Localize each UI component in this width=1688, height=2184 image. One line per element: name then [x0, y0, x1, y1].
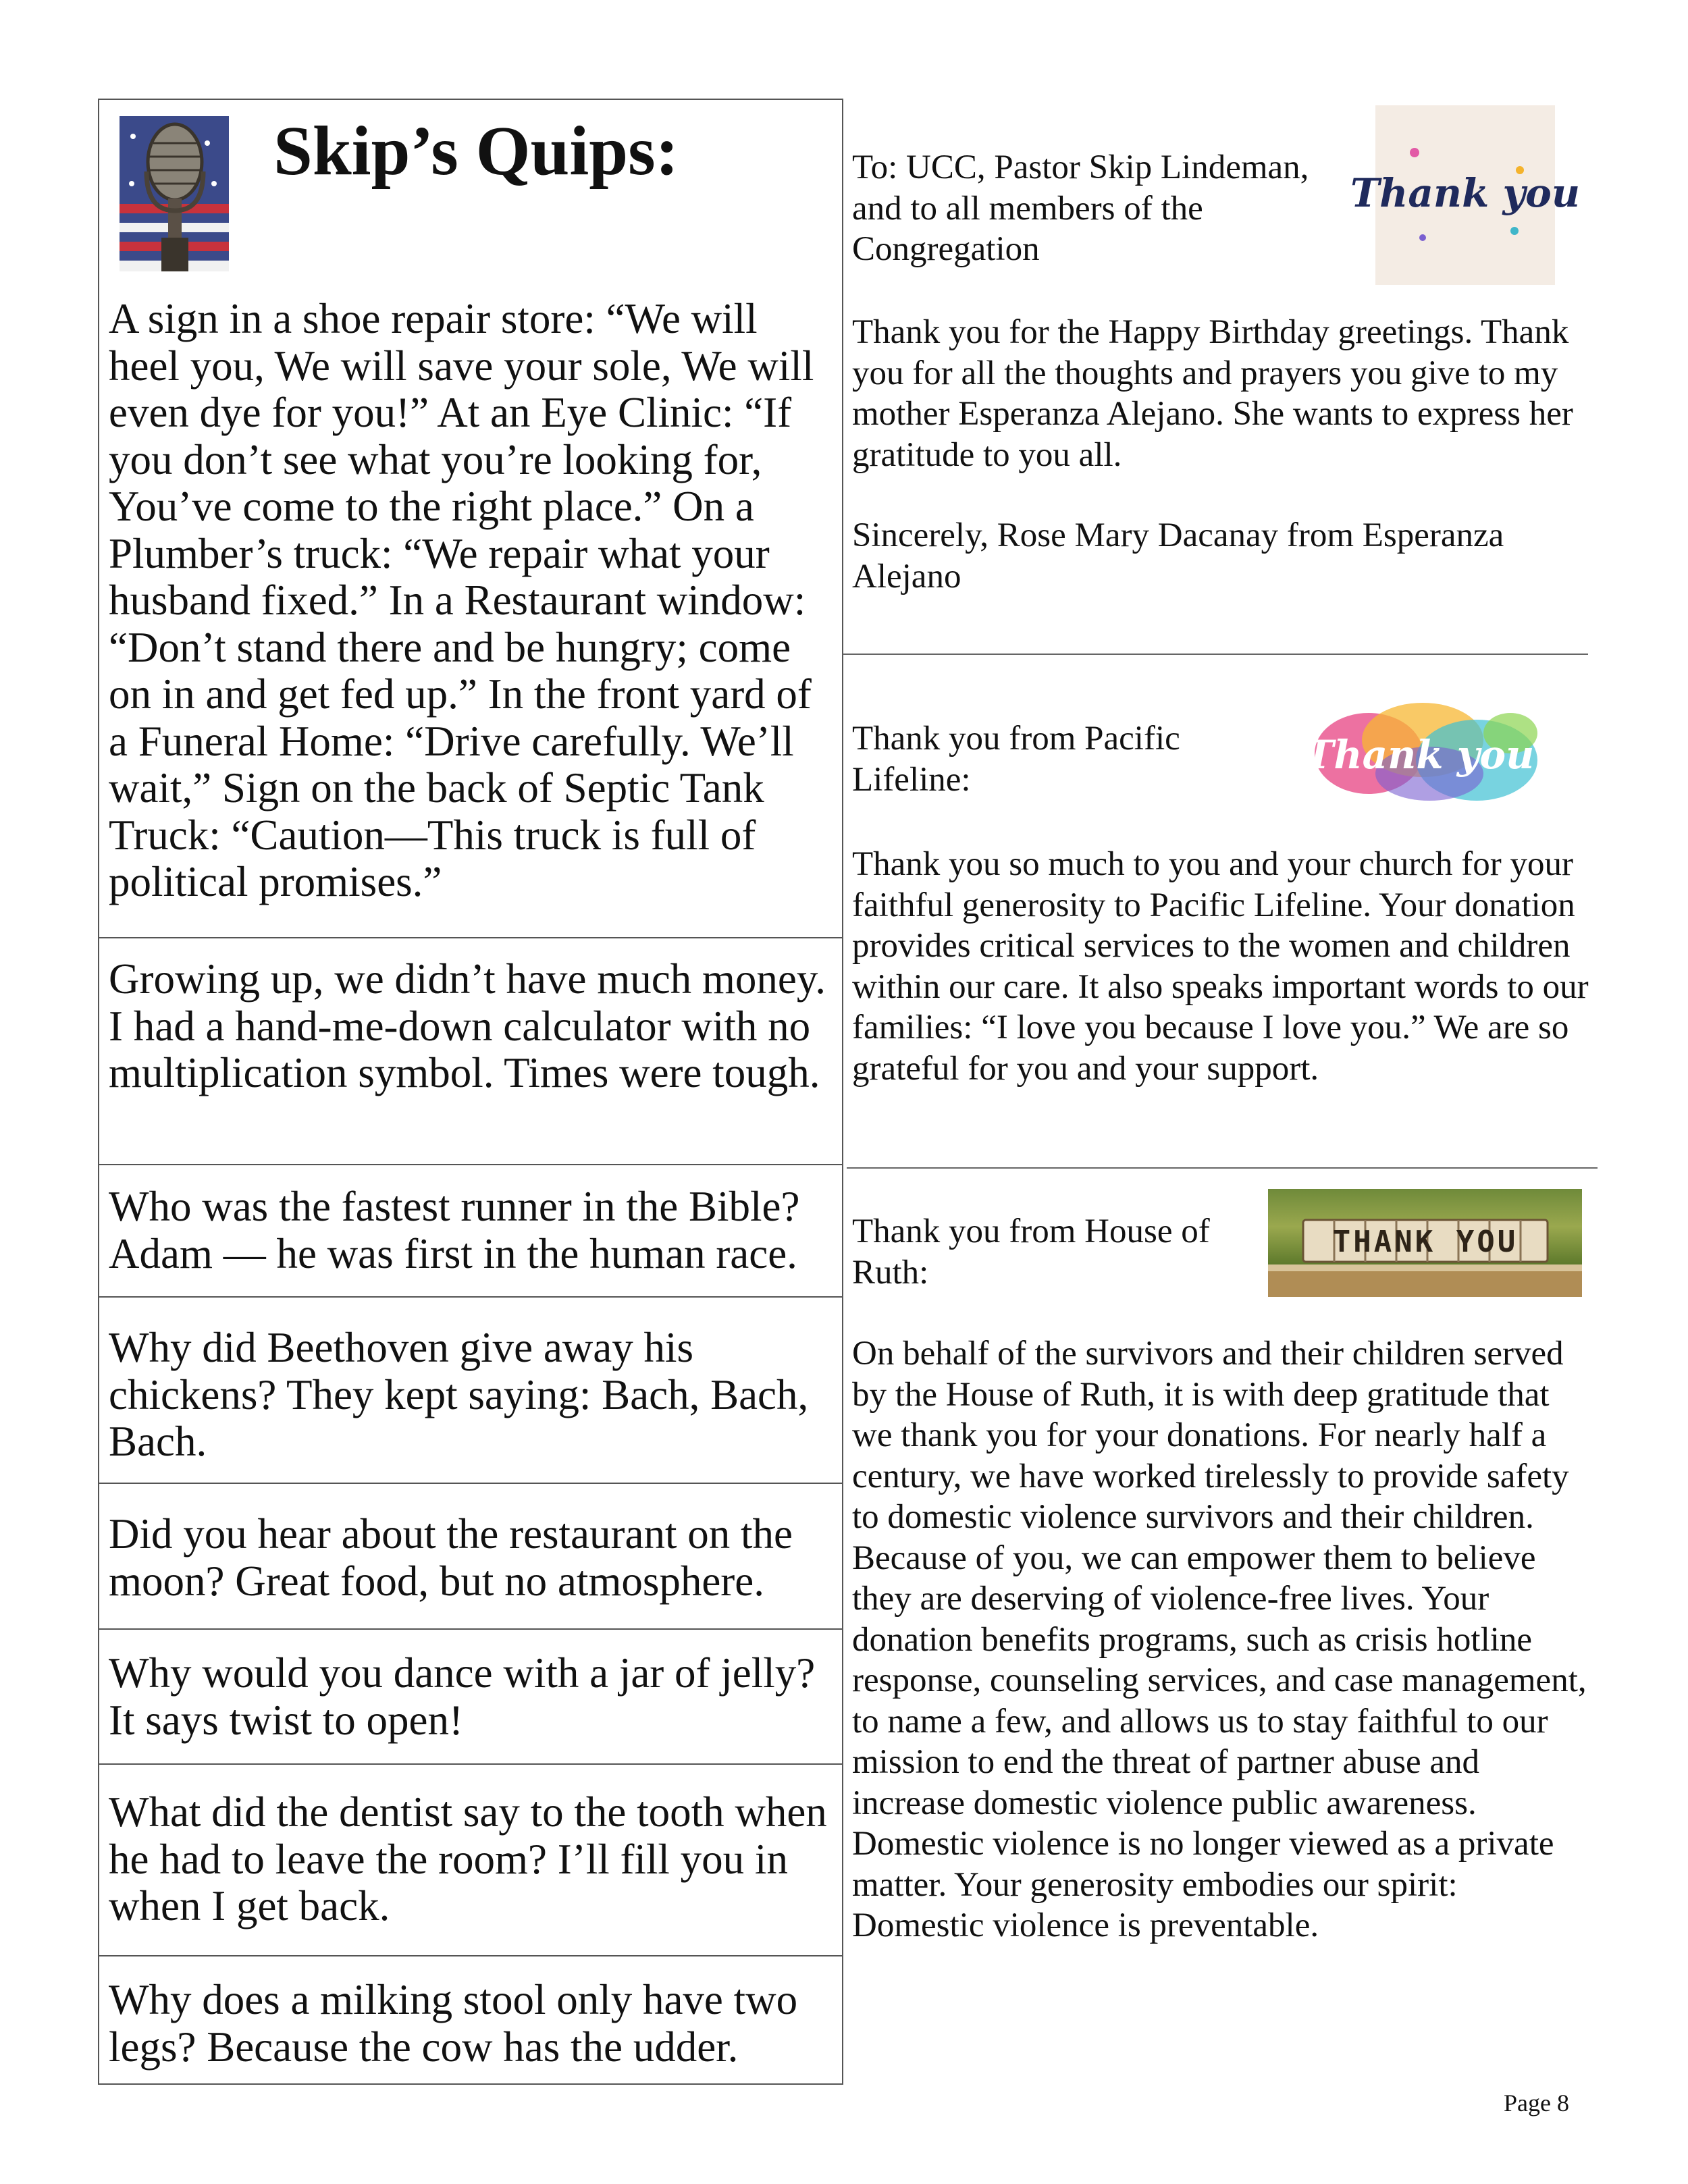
quip-item: Why would you dance with a jar of jelly? It says twist to open! [109, 1649, 816, 1744]
quip-divider [99, 1296, 843, 1298]
thank-you-tiles-image [1268, 1189, 1582, 1297]
house-of-ruth-body: On behalf of the survivors and their children served by the House of Ruth, it is with deep gratitude that we thank you for your donations. For nearly half a century, we have worked tirelessly to provide safety to domestic violence survivors and their children. Because of you, we can empower them to believe they are deserving of violence-free lives. Your donation benefits programs, such as crisis hotline response, counseling services, and case management, to name a few, and allows us to stay faithful to our mission to end the threat of partner abuse and increase domestic violence public awareness. Domestic violence is no longer viewed as a private matter. Your generosity embodies our spirit: Domestic violence is preventable. [852, 1335, 1587, 1944]
thank-you-watercolor-image [1304, 693, 1552, 813]
microphone-icon [120, 116, 229, 271]
quip-item: Why does a milking stool only have two legs? Because the cow has the udder. [109, 1976, 798, 2071]
ucc-letter-body: Thank you for the Happy Birthday greetings. Thank you for all the thoughts and prayers you give to my mother Esperanza Alejano. She wants to express her gratitude to you all. [852, 313, 1573, 474]
quip-divider [99, 1164, 843, 1165]
quip-divider [99, 937, 843, 938]
pacific-lifeline-body: Thank you so much to you and your church for your faithful generosity to Pacific Lifeline. Your donation provides critical services to the women and children within our care. It also speaks important words to our families: “I love you because I love you.” We are so grateful for you and your support. [852, 845, 1589, 1088]
letter-divider [847, 1167, 1598, 1169]
letter-divider [843, 654, 1588, 655]
svg-text:Thank you!: Thank you! [1304, 732, 1552, 778]
quip-item: Did you hear about the restaurant on the moon? Great food, but no atmosphere. [109, 1510, 793, 1605]
quip-item: What did the dentist say to the tooth when he had to leave the room? I’ll fill you in when I get back. [109, 1788, 827, 1929]
ucc-letter-signature: Sincerely, Rose Mary Dacanay from Esperanza Alejano [852, 516, 1504, 595]
quip-divider [99, 1955, 843, 1956]
quip-item: Growing up, we didn’t have much money. I had a hand-me-down calculator with no multiplication symbol. Times were tough. [109, 955, 826, 1096]
house-of-ruth-heading: Thank you from House of Ruth: [852, 1213, 1210, 1291]
skips-quips-box [98, 99, 843, 2085]
quip-item: Who was the fastest runner in the Bible? Adam — he was first in the human race. [109, 1183, 800, 1277]
quip-divider [99, 1483, 843, 1484]
thank-you-script-image [1350, 105, 1581, 285]
microphone-flag-image [120, 116, 229, 271]
quip-divider [99, 1763, 843, 1765]
svg-text:Thank you: Thank you [1350, 170, 1581, 216]
pacific-lifeline-heading: Thank you from Pacific Lifeline: [852, 720, 1180, 799]
ucc-letter-address: To: UCC, Pastor Skip Lindeman, and to all members of the Congregation [852, 149, 1309, 268]
page-number: Page 8 [1504, 2089, 1569, 2116]
svg-text:THANK YOU: THANK YOU [1332, 1225, 1519, 1259]
quip-divider [99, 1628, 843, 1630]
quip-item: Why did Beethoven give away his chickens? They kept saying: Bach, Bach, Bach. [109, 1324, 809, 1465]
quips-title: Skip’s Quips: [273, 112, 679, 190]
quip-item: A sign in a shoe repair store: “We will heel you, We will save your sole, We will even dye for you!” At an Eye Clinic: “If you don’t see what you’re looking for, You’ve come to the right place.” On a Plumber’s truck: “We repair what your husband fixed.” In a Restaurant window: “Don’t stand there and be hungry; come on in and get fed up.” In the front yard of a Funeral Home: “Drive carefully. We’ll wait,” Sign on the back of Septic Tank Truck: “Caution—This truck is full of political promises.” [109, 295, 814, 905]
